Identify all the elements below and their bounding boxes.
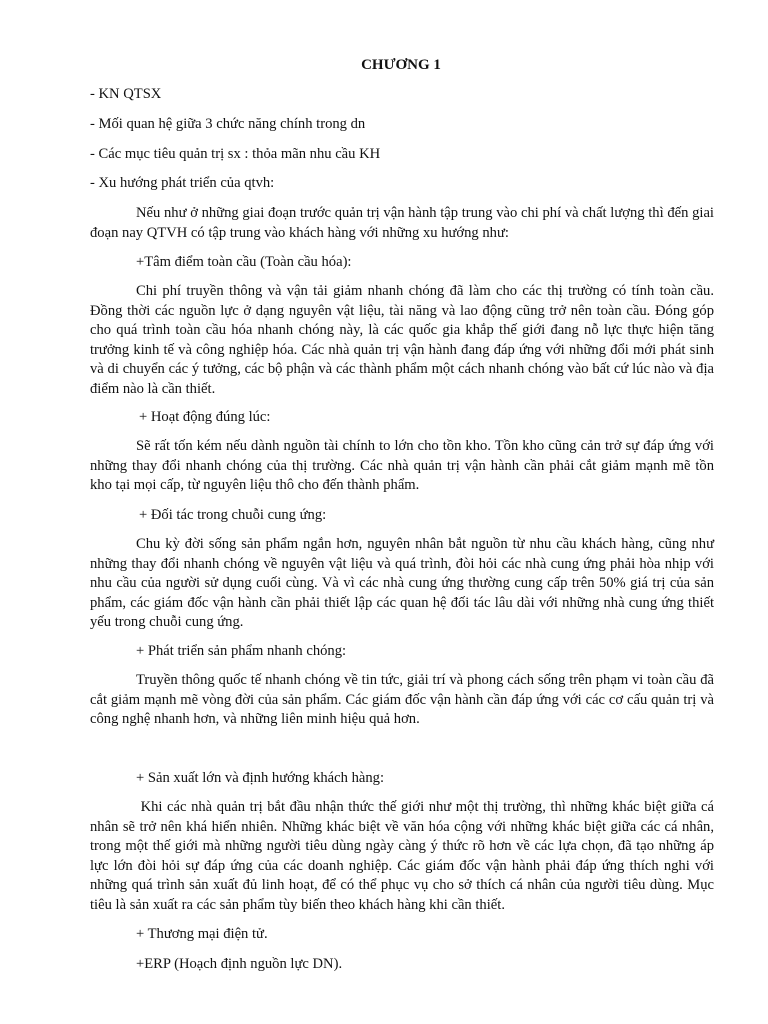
section-body bbox=[90, 671, 714, 730]
section-heading: + Phát triển sản phẩm nhanh chóng: bbox=[136, 643, 347, 659]
section-heading: + Đối tác trong chuỗi cung ứng: bbox=[139, 507, 327, 523]
section-body bbox=[90, 535, 714, 633]
bullet-item: - Xu hướng phát triển của qtvh: bbox=[90, 175, 275, 191]
section-body-text: Khi các nhà quản trị bắt đầu nhận thức thế giới như một thị trường, thì những khác biệt giữa cá nhân sẽ trở nên khá hiển nhiên. Những khác biệt về văn hóa cộng với những khác biệt giữa các cá nhân, trong một thế giới mà những người tiêu dùng ngày càng ý thức rõ hơn về các lựa chọn, đã tạo những áp lực lớn đòi hỏi sự đáp ứng của các doanh nghiệp. Các giám đốc vận hành phải đáp ứng thích nghi với những quá trình sản xuất đủ linh hoạt, để có thể phục vụ cho sở thích cá nhân của người tiêu dùng. Mục tiêu là sản xuất ra các sản phẩm tùy biến theo khách hàng khi cần thiết. bbox=[90, 799, 714, 913]
bullet-item: - KN QTSX bbox=[90, 86, 162, 102]
section-body bbox=[90, 282, 714, 399]
section-heading: + Sản xuất lớn và định hướng khách hàng: bbox=[136, 770, 385, 786]
tail-item: + Thương mại điện tử. bbox=[136, 926, 268, 942]
section-body-text: Chi phí truyền thông và vận tải giảm nhanh chóng đã làm cho các thị trường có tính toàn cầu. Đồng thời các nguồn lực ở dạng nguyên vật liệu, tài năng và lao động cũng trở nên toàn cầu. Đóng góp cho quá trình toàn cầu hóa nhanh chóng này, là các quốc gia khắp thế giới đang nỗ lực thực hiện tăng trưởng kinh tế và công nghiệp hóa. Các nhà quản trị vận hành đang đáp ứng với những đổi mới phát sinh và di chuyển các ý tưởng, các bộ phận và các thành phẩm một cách nhanh chóng vào bất cứ lúc nào và địa điểm nào là cần thiết. bbox=[90, 283, 714, 397]
section-body-text: Truyền thông quốc tế nhanh chóng về tin tức, giải trí và phong cách sống trên phạm vi toàn cầu đã cắt giảm mạnh mẽ vòng đời của sản phẩm. Các giám đốc vận hành cần đáp ứng với các cơ cấu quản trị và công nghệ nhanh hơn, và những liên minh hiệu quả hơn. bbox=[90, 672, 714, 727]
bullet-item: - Các mục tiêu quản trị sx : thỏa mãn nhu cầu KH bbox=[90, 146, 381, 162]
section-heading: +Tâm điểm toàn cầu (Toàn cầu hóa): bbox=[136, 254, 352, 270]
section-body-text: Sẽ rất tốn kém nếu dành nguồn tài chính to lớn cho tồn kho. Tồn kho cũng cản trở sự đáp ứng với những thay đổi nhanh chóng của thị trường. Các nhà quản trị vận hành cần phải cắt giảm mạnh mẽ tồn kho tại mọi cấp, từ nguyên liệu thô cho đến thành phẩm. bbox=[90, 438, 714, 493]
intro-paragraph bbox=[90, 204, 714, 243]
chapter-title: CHƯƠNG 1 bbox=[361, 57, 441, 73]
tail-item: +ERP (Hoạch định nguồn lực DN). bbox=[136, 956, 343, 972]
section-heading: + Hoạt động đúng lúc: bbox=[139, 409, 271, 425]
section-body bbox=[90, 798, 714, 915]
bullet-item: - Mối quan hệ giữa 3 chức năng chính trong dn bbox=[90, 116, 366, 132]
section-body bbox=[90, 437, 714, 496]
intro-text: Nếu như ở những giai đoạn trước quản trị vận hành tập trung vào chi phí và chất lượng thì đến giai đoạn nay QTVH có tập trung vào khách hàng với những xu hướng như: bbox=[90, 205, 714, 241]
section-body-text: Chu kỳ đời sống sản phẩm ngắn hơn, nguyên nhân bắt nguồn từ nhu cầu khách hàng, cũng như những thay đổi nhanh chóng về nguyên vật liệu và quá trình, đòi hỏi các nhà cung ứng phải hòa nhịp với nhu cầu của người sử dụng cuối cùng. Và vì các nhà cung ứng thường cung cấp trên 50% giá trị của sản phẩm, các giám đốc vận hành cần phải thiết lập các quan hệ đối tác lâu dài với những nhà cung ứng thiết yếu trong chuỗi cung ứng. bbox=[90, 536, 714, 630]
